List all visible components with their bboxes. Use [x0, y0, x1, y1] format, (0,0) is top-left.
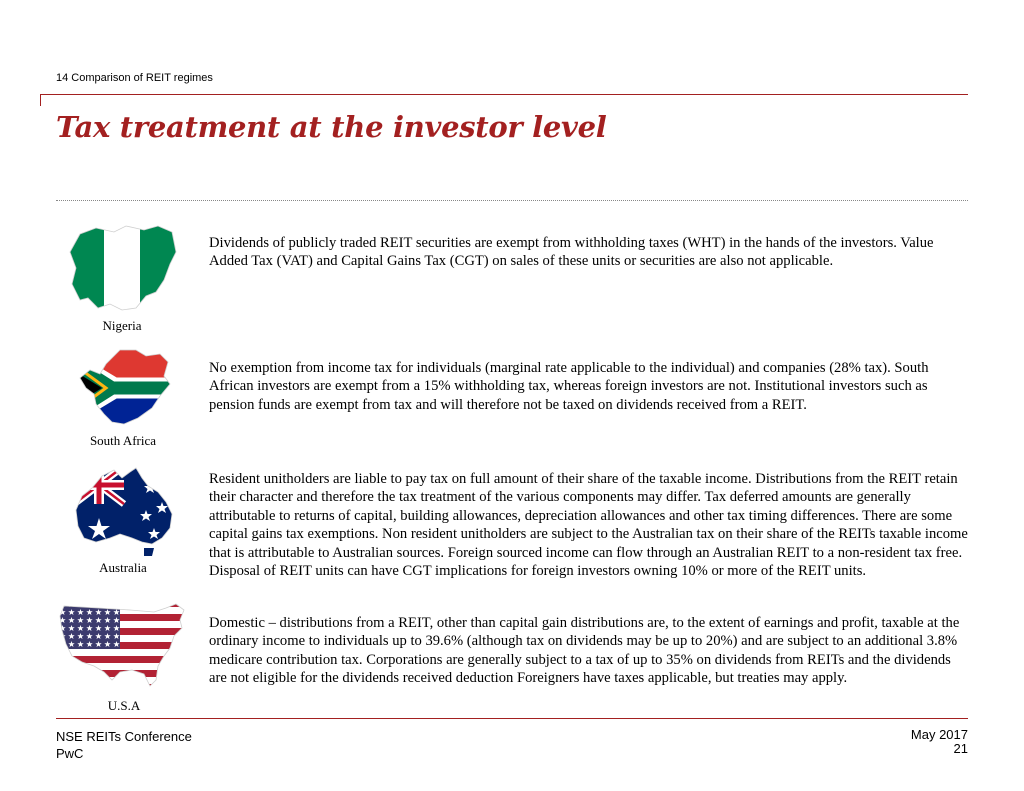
south-africa-map-flag-icon — [76, 348, 172, 428]
country-label-usa: U.S.A — [107, 698, 141, 713]
country-label-nigeria: Nigeria — [102, 318, 142, 333]
row-text-nigeria: Dividends of publicly traded REIT securities are exempt from withholding taxes (WHT) in the hands of the investors. Value Added Tax (VAT) and Capital Gains Tax (CGT) on sales of these units or securities are also not applicable. — [209, 235, 934, 270]
country-label-south-africa: South Africa — [89, 433, 157, 448]
header-rule — [40, 94, 968, 95]
row-text-australia: Resident unitholders are liable to pay tax on full amount of their share of the taxable income. Distributions from the REIT retain their character and therefore the tax treatment of the various components may differ. Tax deferred amounts are generally attributable to returns of capital, building allowances, depreciation allowances and other tax timing differences. There are some capital gains tax exemptions. Non resident unitholders are subject to the Australian tax on their share of the REITs taxable income that is attributable to Australian sources. Foreign sourced income can flow through an Australian REIT to a non-resident tax free. Disposal of REIT units can have CGT implications for foreign investors owning 10% or more of the REIT units. — [209, 471, 968, 580]
page-title: Tax treatment at the investor level — [56, 110, 607, 144]
country-label-australia: Australia — [99, 560, 147, 575]
row-text-south-africa: No exemption from income tax for individuals (marginal rate applicable to the individual) and companies (28% tax). South African investors are exempt from a 15% withholding tax, whereas foreign investors are not. Institutional investors such as pension funds are exempt from tax and will therefore not be taxed on dividends received from a REIT. — [209, 360, 929, 413]
title-divider — [56, 200, 968, 201]
row-text-usa: Domestic – distributions from a REIT, other than capital gain distributions are, to the extent of earnings and profit, taxable at the ordinary income to individuals up to 39.6% (although tax on dividends may be up to 20%) and are subject to an additional 3.8% medicare contribution tax. Corporations are generally subject to a tax of up to 35% on dividends from REITs and the dividends are not eligible for the dividends received deduction Foreigners have taxes applicable, but treaties may apply. — [209, 615, 960, 687]
australia-map-flag-icon — [74, 466, 176, 558]
footer-rule — [56, 718, 968, 719]
section-label: 14 Comparison of REIT regimes — [56, 72, 213, 84]
nigeria-map-flag-icon — [66, 222, 178, 312]
footer-company: PwC — [56, 746, 84, 761]
footer-conference: NSE REITs Conference — [56, 729, 192, 744]
page-number: 21 — [953, 741, 968, 756]
usa-map-flag-icon — [58, 600, 190, 692]
footer-date: May 2017 — [910, 727, 968, 742]
footer-left — [56, 728, 192, 762]
header-rule-tick — [40, 94, 41, 106]
footer-right — [911, 728, 968, 756]
